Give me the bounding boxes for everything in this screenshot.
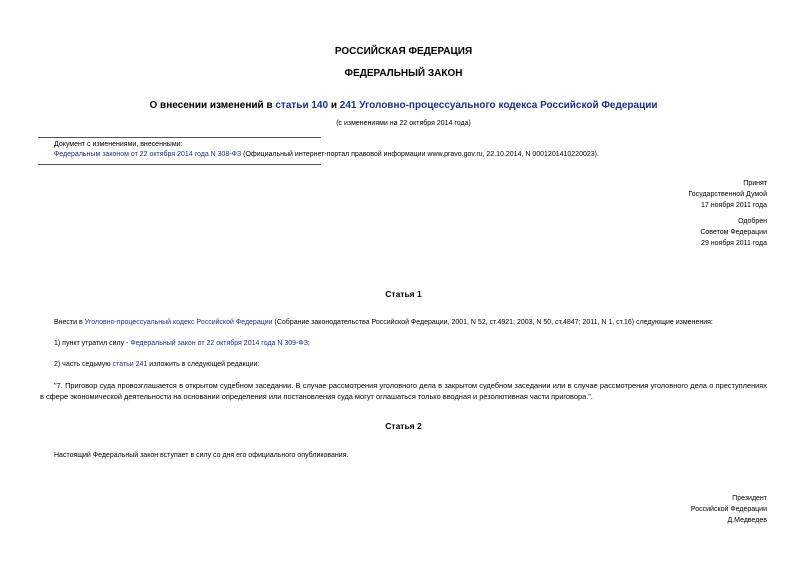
approved-block xyxy=(700,216,767,249)
approved-line: Одобрен xyxy=(738,218,767,225)
header-country: РОССИЙСКАЯ ФЕДЕРАЦИЯ xyxy=(334,46,473,57)
document-title xyxy=(0,100,807,111)
box-top-rule xyxy=(38,137,321,138)
title-link-article-140[interactable]: статьи 140 xyxy=(275,100,329,111)
article-241-link[interactable]: статьи 241 xyxy=(112,361,148,368)
article-1-item-1 xyxy=(54,340,310,347)
title-prefix: О внесении изменений в xyxy=(149,100,276,111)
approved-date: 29 ноября 2011 года xyxy=(701,240,767,247)
article-1-heading: Статья 1 xyxy=(385,289,422,299)
intro-rest: (Собрание законодательства Российской Федерации, 2001, N 52, ст.4921; 2003, N 50, ст.4847; 2011, N 1, ст.16) следующие изменения: xyxy=(272,319,713,326)
title-middle: и xyxy=(328,100,340,111)
box-bottom-rule xyxy=(38,164,321,165)
signature-country: Российской Федерации xyxy=(690,506,767,513)
article-1-quote: "7. Приговор суда провозглашается в открытом судебном заседании. В случае рассмотрения уголовного дела в закрытом судебном заседании или в случае рассмотрения уголовного дела о преступлениях в сфере экономической деятельности на основании определения или постановления суда могут оглашаться только вводная и резолютивная части приговора.". xyxy=(40,381,767,401)
intro-prefix: Внести в xyxy=(54,319,85,326)
article-1-intro xyxy=(54,319,713,326)
law-309-link[interactable]: Федеральный закон от 22 октября 2014 года N 309-ФЗ; xyxy=(130,340,310,347)
changes-source xyxy=(54,151,599,158)
signature-title: Президент xyxy=(732,495,767,502)
adopted-block xyxy=(688,178,767,211)
item2-prefix: 2) часть седьмую xyxy=(54,361,113,368)
article-2-text: Настоящий Федеральный закон вступает в силу со дня его официального опубликования. xyxy=(54,452,349,459)
changes-label: Документ с изменениями, внесенными: xyxy=(54,141,183,148)
upk-code-link[interactable]: Уголовно-процессуальный кодекс Российской Федерации xyxy=(84,319,273,326)
adopted-body: Государственной Думой xyxy=(688,191,767,198)
adopted-date: 17 ноября 2011 года xyxy=(701,202,767,209)
item2-rest: изложить в следующей редакции: xyxy=(147,361,260,368)
title-link-article-241[interactable]: 241 Уголовно-процессуального кодекса Российской Федерации xyxy=(339,100,658,111)
header-doc-type: ФЕДЕРАЛЬНЫЙ ЗАКОН xyxy=(344,68,463,79)
revision-note: (с изменениями на 22 октября 2014 года) xyxy=(336,120,471,127)
item1-prefix: 1) пункт утратил силу - xyxy=(54,340,131,347)
changes-law-link[interactable]: Федеральным законом от 22 октября 2014 года N 308-ФЗ xyxy=(54,151,242,158)
article-1-item-2 xyxy=(54,361,259,368)
signature-name: Д.Медведев xyxy=(727,517,767,524)
signature-block xyxy=(691,493,767,526)
changes-source-rest: (Официальный интернет-портал правовой информации www.pravo.gov.ru, 22.10.2014, N 0001201410220023). xyxy=(241,151,599,158)
article-2-heading: Статья 2 xyxy=(385,421,422,431)
adopted-line: Принят xyxy=(743,180,767,187)
approved-body: Советом Федерации xyxy=(700,229,767,236)
